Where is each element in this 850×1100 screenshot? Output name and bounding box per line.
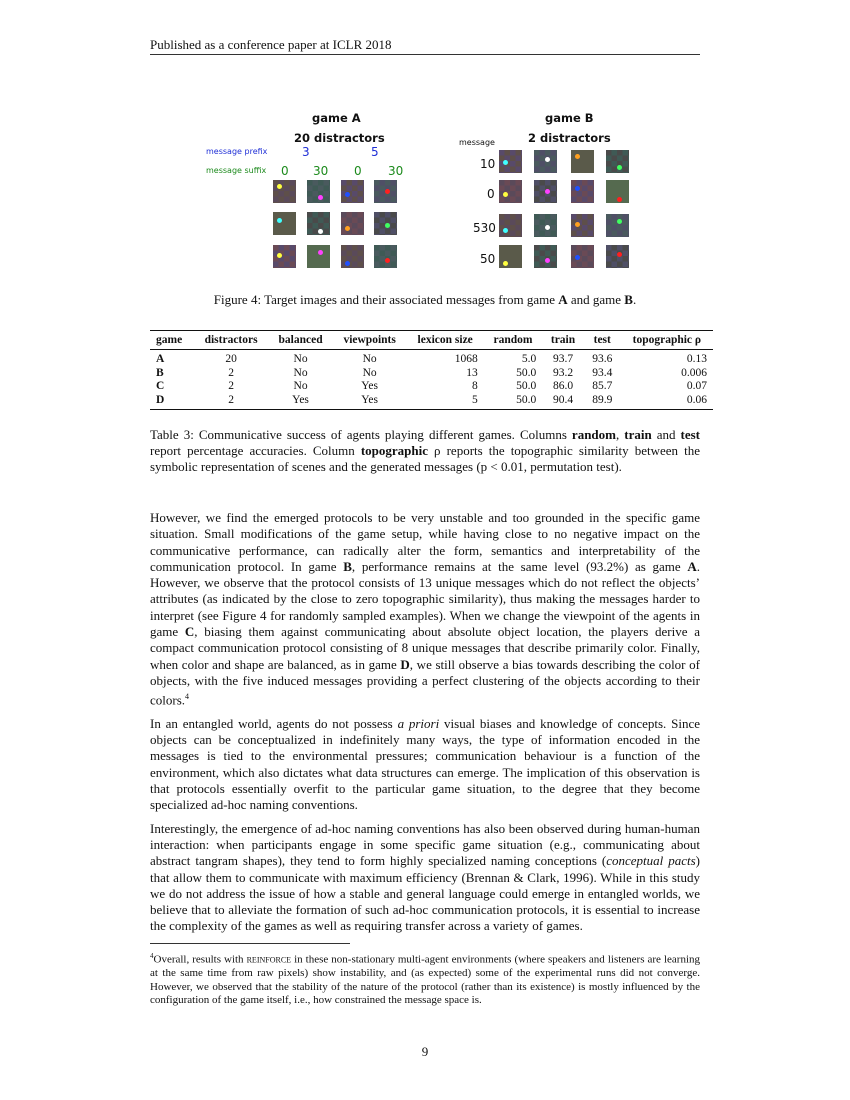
scene-thumbnail — [534, 180, 557, 203]
scene-thumbnail — [606, 150, 629, 173]
object-dot — [385, 258, 390, 263]
running-header: Published as a conference paper at ICLR 2018 — [150, 37, 392, 52]
scene-thumbnail — [499, 214, 522, 237]
table-row: A 20 No No 1068 5.0 93.7 93.6 0.13 — [156, 353, 707, 365]
column-header: balanced — [268, 331, 332, 350]
paragraph: Interestingly, the emergence of ad-hoc naming conventions has also been observed during human-human interaction: when participants engage in some specific game situation (e.g., communicating about abstract tangram shapes), they tend to form highly specialized naming conceptions (conceptual pacts) that allow them to communicate with maximum efficiency (Brennan & Clark, 1996). While in this study we do not address the issue of how a stable and general language could emerge in entangled worlds, we believe that to alleviate the formation of such ad-hoc communication protocols, it is essential to increase the complexity of the games as well as requiring transfer across a variety of games. — [150, 820, 701, 934]
object-dot — [385, 189, 390, 194]
scene-thumbnail — [307, 212, 330, 235]
scene-thumbnail — [341, 212, 364, 235]
object-dot — [277, 184, 282, 189]
object-dot — [545, 225, 550, 230]
suffix-value: 30 — [388, 164, 404, 178]
scene-thumbnail — [273, 212, 296, 235]
object-dot — [617, 197, 622, 202]
object-dot — [345, 261, 350, 266]
scene-thumbnail — [499, 180, 522, 203]
body-text — [150, 510, 700, 942]
object-dot — [503, 192, 508, 197]
game-b-message: 530 — [473, 221, 496, 235]
scene-thumbnail — [307, 180, 330, 203]
footnote: $^4$Overall, results with reinforce in these non-stationary multi-agent environments (where speakers and listeners are learning at the same time from raw pixels) show instability, and (as expected) some of the experimental runs did not converge. However, we observed that the stability of the nature of the protocol (rather than its existence) is mostly influenced by the configuration of the game itself, i.e., how constrained the message space is. — [150, 952, 701, 1007]
scene-thumbnail — [534, 150, 557, 173]
scene-thumbnail — [374, 245, 397, 268]
table-caption: Table 3: Communicative success of agents playing different games. Columns random, train and test report percentage accuracies. Column topographic ρ reports the topographic similarity between the symbolic representation of scenes and the generated messages (p < 0.01, permutation test). — [150, 427, 700, 474]
game-b-message: 10 — [480, 157, 496, 171]
scene-thumbnail — [499, 150, 522, 173]
scene-thumbnail — [606, 245, 629, 268]
header-rule — [150, 54, 700, 55]
column-header: random — [484, 331, 542, 350]
object-dot — [345, 192, 350, 197]
object-dot — [503, 261, 508, 266]
object-dot — [318, 250, 323, 255]
scene-thumbnail — [374, 180, 397, 203]
scene-thumbnail — [571, 180, 594, 203]
game-b-title: game B — [545, 111, 594, 125]
object-dot — [575, 255, 580, 260]
table-row: D 2 Yes Yes 5 50.0 90.4 89.9 0.06 — [150, 394, 713, 410]
game-b-subtitle: 2 distractors — [528, 131, 611, 145]
paragraph: In an entangled world, agents do not possess a priori visual biases and knowledge of concepts. Since objects can be conceptualized in indefinitely many ways, the type of information encoded in the messages is tied to the environmental pressures; communication behaviour is a function of the environment, which also dictates what data structures can emerge. The implication of this observation is that protocols essentially overfit to the particular game situation, to the degree that they become specialized ad-hoc naming conventions. — [150, 715, 700, 813]
object-dot — [545, 189, 550, 194]
column-header: lexicon size — [407, 331, 484, 350]
object-dot — [345, 226, 350, 231]
scene-thumbnail — [273, 245, 296, 268]
table-row: C 2 No Yes 8 50.0 86.0 85.7 0.07 — [156, 380, 707, 392]
game-b-message: 50 — [480, 252, 496, 266]
results-table — [150, 330, 713, 410]
object-dot — [575, 222, 580, 227]
figure-caption: Figure 4: Target images and their associated messages from game A and game B. — [213, 292, 637, 307]
scene-thumbnail — [307, 245, 330, 268]
column-header: train — [542, 331, 584, 350]
game-b-message: 0 — [487, 187, 495, 201]
suffix-value: 0 — [354, 164, 362, 178]
scene-thumbnail — [534, 245, 557, 268]
object-dot — [318, 195, 323, 200]
column-header: topographic ρ — [621, 331, 713, 350]
table-header-row — [150, 331, 713, 350]
scene-thumbnail — [571, 214, 594, 237]
figure-4 — [150, 105, 700, 285]
object-dot — [503, 228, 508, 233]
message-label: message — [459, 138, 495, 147]
scene-thumbnail — [571, 150, 594, 173]
object-dot — [318, 229, 323, 234]
object-dot — [575, 186, 580, 191]
scene-thumbnail — [341, 245, 364, 268]
paragraph: However, we find the emerged protocols to be very unstable and too grounded in the specific game situation. Small modifications of the game setup, while having close to no negative impact on the communicative performance, can radically alter the form, semantics and interpretability of the communication protocol. In game B, performance remains at the same level (93.2%) as game A. However, we observe that the protocol consists of 13 unique messages which do not reflect the objects’ attributes (as indicated by the close to zero topographic similarity), thus making the messages harder to interpret (see Figure 4 for randomly sampled examples). When we change the viewpoint of the agents in game C, biasing them against communicating about absolute object location, the players derive a compact communication protocol consisting of 8 unique messages that describe primarily color. Finally, when color and shape are balanced, as in game D, we still observe a bias towards describing the color of objects, with the five induced messages providing a perfect clustering of the objects according to their colors.$^4$ — [150, 510, 700, 708]
object-dot — [545, 157, 550, 162]
object-dot — [277, 218, 282, 223]
object-dot — [545, 258, 550, 263]
scene-thumbnail — [606, 214, 629, 237]
scene-thumbnail — [534, 214, 557, 237]
column-header: viewpoints — [333, 331, 407, 350]
scene-thumbnail — [571, 245, 594, 268]
suffix-value: 30 — [313, 164, 329, 178]
message-prefix-label: message prefix — [206, 147, 268, 156]
column-header: game — [150, 331, 194, 350]
object-dot — [277, 253, 282, 258]
game-a-subtitle: 20 distractors — [294, 131, 385, 145]
column-header: distractors — [194, 331, 269, 350]
object-dot — [617, 165, 622, 170]
suffix-value: 0 — [281, 164, 289, 178]
game-a-title: game A — [312, 111, 361, 125]
scene-thumbnail — [499, 245, 522, 268]
footnote-marker: 4 — [185, 692, 190, 702]
object-dot — [575, 154, 580, 159]
scene-thumbnail — [606, 180, 629, 203]
page-number: 9 — [421, 1044, 429, 1059]
object-dot — [503, 160, 508, 165]
scene-thumbnail — [273, 180, 296, 203]
object-dot — [617, 252, 622, 257]
prefix-value: 5 — [371, 145, 379, 159]
message-suffix-label: message suffix — [206, 166, 267, 175]
footnote-rule — [150, 943, 350, 944]
object-dot — [385, 223, 390, 228]
table-row: B 2 No No 13 50.0 93.2 93.4 0.006 — [156, 366, 707, 379]
scene-thumbnail — [374, 212, 397, 235]
object-dot — [617, 219, 622, 224]
column-header: test — [584, 331, 621, 350]
prefix-value: 3 — [302, 145, 310, 159]
scene-thumbnail — [341, 180, 364, 203]
